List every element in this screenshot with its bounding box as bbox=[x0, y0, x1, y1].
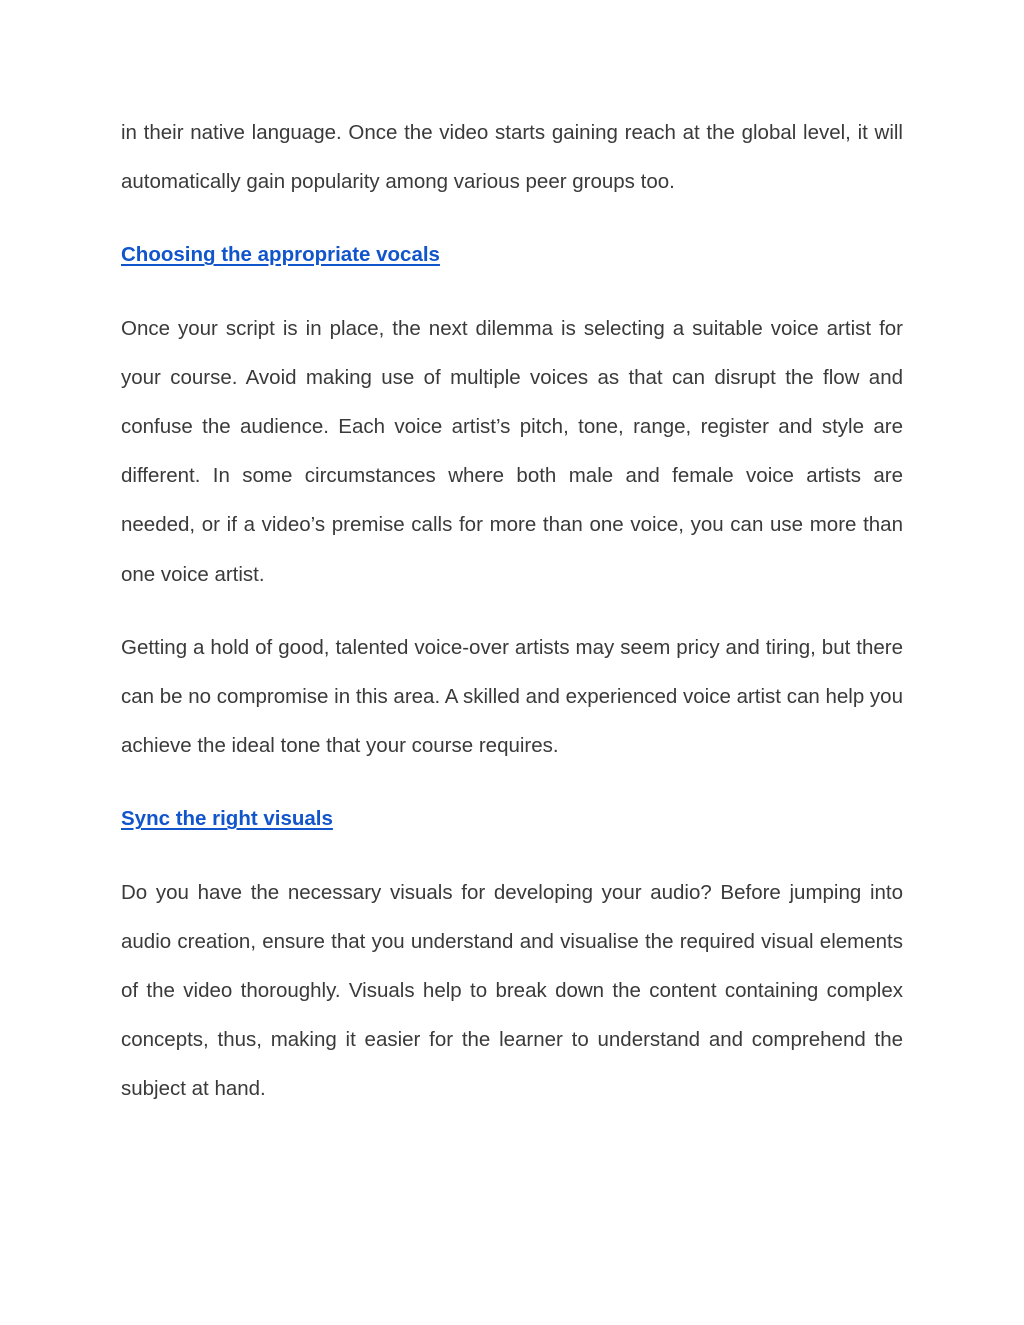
intro-paragraph: in their native language. Once the video starts gaining reach at the global level, it will automatically gain popularity among various peer groups too. bbox=[121, 121, 903, 194]
vocals-paragraph-2: Getting a hold of good, talented voice-over artists may seem pricy and tiring, but there can be no compromise in this area. A skilled and experienced voice artist can help you achieve the ideal tone that your course requires. bbox=[121, 635, 903, 758]
section-heading-sync-visuals[interactable]: Sync the right visuals bbox=[121, 807, 333, 831]
visuals-paragraph-1: Do you have the necessary visuals for developing your audio? Before jumping into audio creation, ensure that you understand and visualise the required visual elements of the video thoroughly. Visuals help to break down the content containing complex concepts, thus, making it easier for the learner to understand and comprehend the subject at hand. bbox=[121, 880, 903, 1101]
vocals-paragraph-1: Once your script is in place, the next dilemma is selecting a suitable voice artist for your course. Avoid making use of multiple voices as that can disrupt the flow and confuse the audience. Each voice artist’s pitch, tone, range, register and style are different. In some circumstances where both male and female voice artists are needed, or if a video’s premise calls for more than one voice, you can use more than one voice artist. bbox=[121, 316, 903, 586]
section-heading-choosing-vocals[interactable]: Choosing the appropriate vocals bbox=[121, 243, 440, 267]
document-body bbox=[121, 108, 903, 1114]
